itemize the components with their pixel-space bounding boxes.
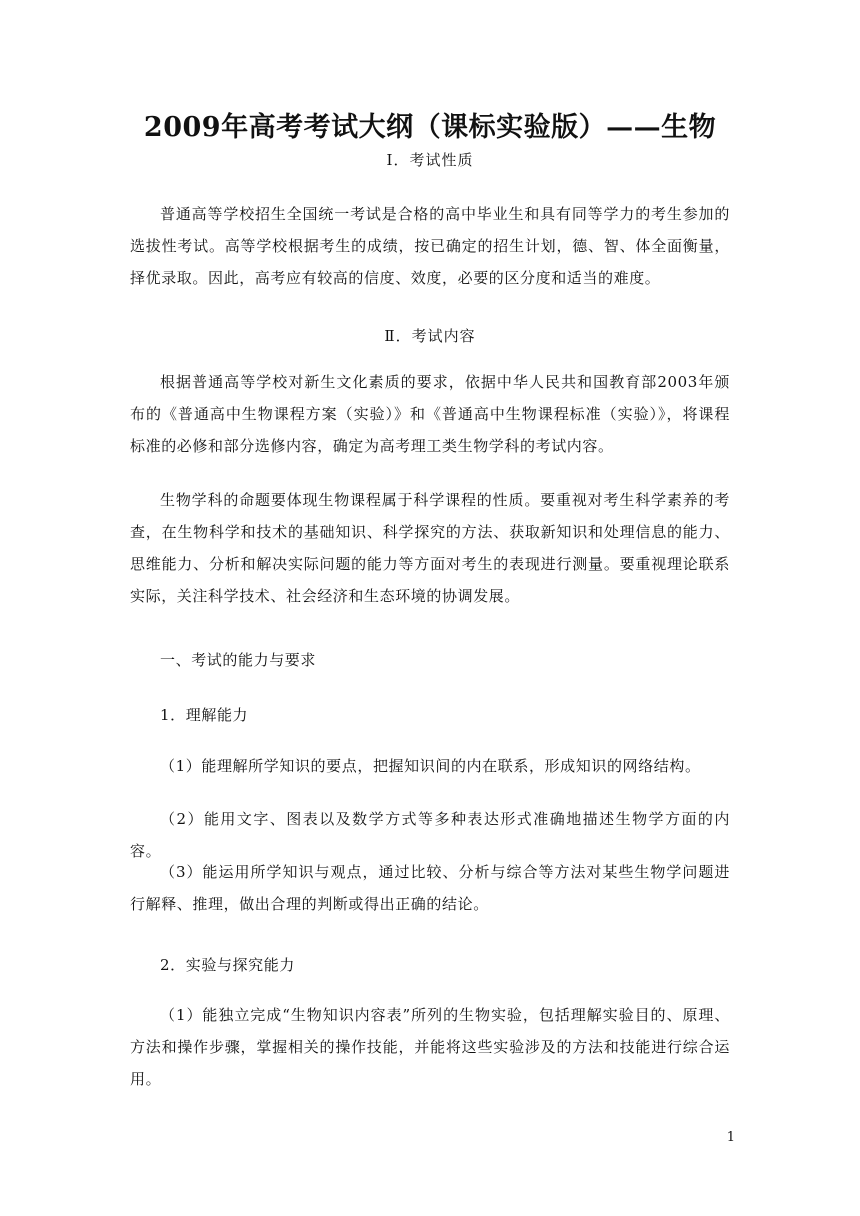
paragraph-biology-proposition: 生物学科的命题要体现生物课程属于科学课程的性质。要重视对考生科学素养的考查，在生物科学和技术的基础知识、科学探究的方法、获取新知识和处理信息的能力、思维能力、分析和解决实际问题的能力等方面对考生的表现进行测量。要重视理论联系实际，关注科学技术、社会经济和生态环境的协调发展。 (130, 491, 730, 605)
paragraph-exam-content-basis: 根据普通高等学校对新生文化素质的要求，依据中华人民共和国教育部2003年颁布的《普通高中生物课程方案（实验）》和《普通高中生物课程标准（实验）》，将课程标准的必修和部分选修内容，确定为高考理工类生物学科的考试内容。 (130, 373, 730, 455)
list-item-experiment-1: （1）能独立完成“生物知识内容表”所列的生物实验，包括理解实验目的、原理、方法和操作步骤，掌握相关的操作技能，并能将这些实验涉及的方法和技能进行综合运用。 (130, 1006, 730, 1088)
ability-heading-understanding: 1．理解能力 (160, 706, 249, 724)
list-item-understanding-1: （1）能理解所学知识的要点，把握知识间的内在联系，形成知识的网络结构。 (160, 757, 701, 775)
ability-heading-experiment: 2．实验与探究能力 (160, 956, 295, 974)
document-title: 2009年高考考试大纲（课标实验版）——生物 (143, 112, 717, 143)
list-item-understanding-3: （3）能运用所学知识与观点，通过比较、分析与综合等方法对某些生物学问题进行解释、推理，做出合理的判断或得出正确的结论。 (130, 863, 730, 913)
section-heading-exam-nature: Ⅰ．考试性质 (386, 151, 474, 169)
list-item-understanding-2: （2）能用文字、图表以及数学方式等多种表达形式准确地描述生物学方面的内容。 (130, 810, 730, 860)
section-heading-exam-content: Ⅱ．考试内容 (384, 327, 476, 345)
part-heading-abilities: 一、考试的能力与要求 (160, 651, 317, 669)
paragraph-exam-nature: 普通高等学校招生全国统一考试是合格的高中毕业生和具有同等学力的考生参加的选拔性考试。高等学校根据考生的成绩，按已确定的招生计划，德、智、体全面衡量，择优录取。因此，高考应有较高的信度、效度，必要的区分度和适当的难度。 (130, 205, 730, 287)
page-number: 1 (726, 1130, 735, 1145)
